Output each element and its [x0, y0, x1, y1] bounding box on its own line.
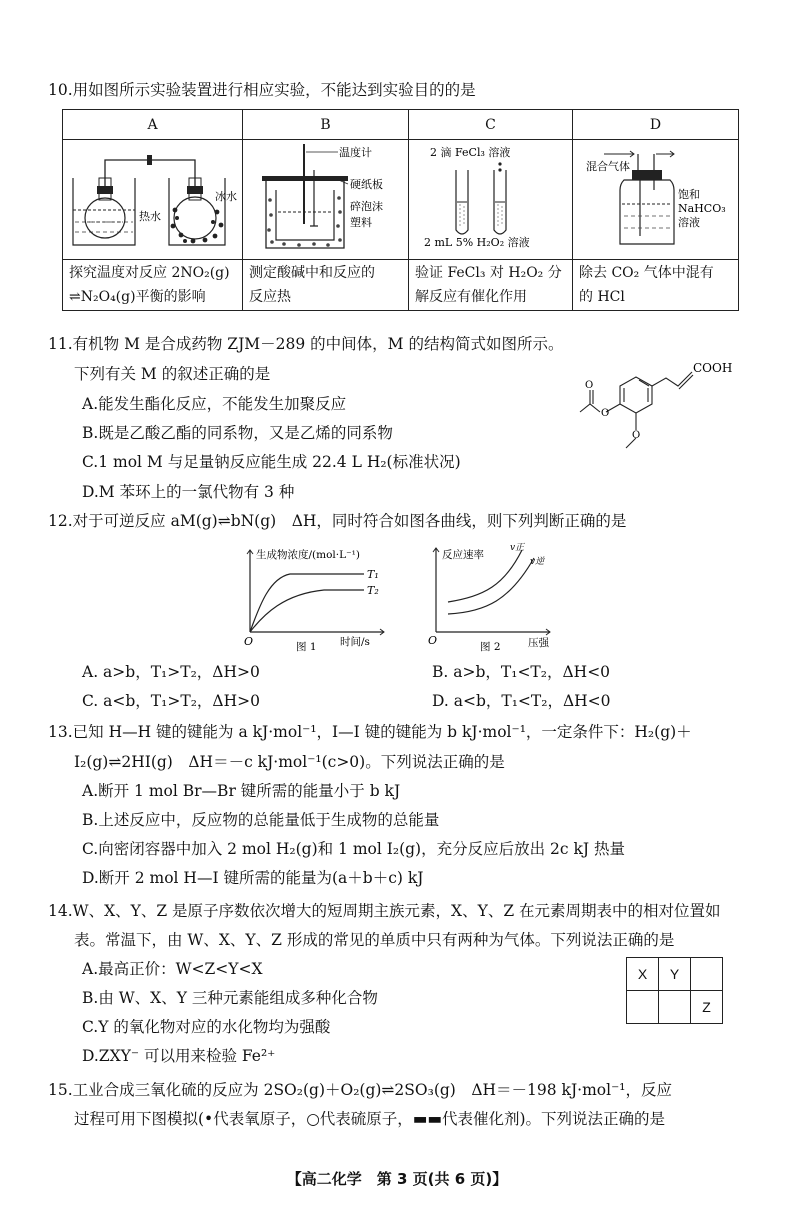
svg-text:O: O — [632, 430, 641, 441]
q12-stem: 12.对于可逆反应 aM(g)⇌bN(g) ΔH，同时符合如图各曲线，则下列判断正确的是 — [48, 512, 627, 530]
q12-fig2-caption: 图 2 — [480, 641, 501, 653]
q10-table — [62, 109, 739, 311]
q12-fig1-t2: T₂ — [367, 584, 379, 597]
q10-label-nahco3-3: 溶液 — [677, 216, 700, 229]
q10-header-b: B — [243, 110, 409, 140]
q12-fig2-origin: O — [428, 634, 438, 647]
q10-label-nahco3: 饱和 — [677, 188, 700, 201]
q12-option-d: D. a<b，T₁<T₂，ΔH<0 — [432, 692, 611, 710]
q12-fig2-vrev: v逆 — [530, 557, 545, 567]
q10-apparatus-b — [243, 140, 409, 260]
q15-stem-2: 过程可用下图模拟(•代表氧原子，○代表硫原子，▬▬代表催化剂)。下列说法正确的是 — [74, 1110, 666, 1128]
q12-fig1-origin: O — [244, 635, 254, 648]
calorimeter-icon — [244, 140, 408, 255]
test-tubes-icon — [410, 140, 572, 255]
q10-label-cardboard: 硬纸板 — [349, 178, 383, 191]
page-footer: 【高二化学 第 3 页(共 6 页)】 — [286, 1170, 508, 1188]
q10-label-nahco3-2: NaHCO₃ — [677, 202, 726, 215]
q13-option-c: C.向密闭容器中加入 2 mol H₂(g)和 1 mol I₂(g)，充分反应后放出 2c kJ 热量 — [82, 840, 626, 858]
svg-text:O: O — [585, 380, 594, 391]
q13-option-a: A.断开 1 mol Br—Br 键所需的能量小于 b kJ — [82, 782, 401, 800]
q13-stem-1: 13.已知 H—H 键的键能为 a kJ·mol⁻¹，I—I 键的键能为 b kJ·mol⁻¹，一定条件下：H₂(g)＋ — [48, 723, 692, 741]
q10-apparatus-d — [573, 140, 739, 260]
q10-label-ice-water: 冰水 — [214, 190, 237, 203]
q14-grid-cell: Z — [691, 991, 723, 1024]
q11-option-b: B.既是乙酸乙酯的同系物，又是乙烯的同系物 — [82, 424, 393, 442]
q12-fig1-t1: T₁ — [367, 568, 379, 581]
q10-label-fecl3: 2 滴 FeCl₃ 溶液 — [429, 146, 510, 159]
q10-label-foam-2: 塑料 — [349, 216, 372, 229]
q11-option-d: D.M 苯环上的一氯代物有 3 种 — [82, 483, 295, 501]
q12-option-b: B. a>b，T₁<T₂，ΔH<0 — [432, 663, 611, 681]
q10-header-d: D — [573, 110, 739, 140]
q10-apparatus-c — [409, 140, 573, 260]
q15-stem-1: 15.工业合成三氧化硫的反应为 2SO₂(g)＋O₂(g)⇌2SO₃(g) ΔH＝－198 kJ·mol⁻¹，反应 — [48, 1081, 672, 1099]
q12-figure-1 — [234, 544, 404, 656]
q11-stem-2: 下列有关 M 的叙述正确的是 — [74, 365, 271, 383]
q14-stem-2: 表。常温下，由 W、X、Y、Z 形成的常见的单质中只有两种为气体。下列说法正确的是 — [74, 931, 675, 949]
q14-option-a: A.最高正价：W<Z<Y<X — [82, 960, 263, 978]
q10-label-foam: 碎泡沫 — [349, 200, 383, 213]
q10-header-c: C — [409, 110, 573, 140]
svg-text:O: O — [601, 408, 610, 419]
q11-cooh-label: COOH — [693, 361, 733, 375]
q10-caption-c: 验证 FeCl₃ 对 H₂O₂ 分 解反应有催化作用 — [409, 260, 573, 311]
q12-fig2-vfwd: v正 — [510, 543, 525, 553]
q10-label-hot-water: 热水 — [138, 210, 161, 223]
q13-option-d: D.断开 2 mol H—I 键所需的能量为(a＋b＋c) kJ — [82, 869, 424, 887]
q14-grid-cell — [691, 958, 723, 991]
q11-option-a: A.能发生酯化反应，不能发生加聚反应 — [82, 395, 347, 413]
q10-caption-b: 测定酸碱中和反应的 反应热 — [243, 260, 409, 311]
q12-figure-2 — [424, 540, 574, 656]
q14-grid-cell — [659, 991, 691, 1024]
gas-washing-bottle-icon — [574, 140, 738, 255]
q12-fig2-ylabel: 反应速率 — [442, 549, 484, 561]
q11-stem-1: 11.有机物 M 是合成药物 ZJM－289 的中间体，M 的结构简式如图所示。 — [48, 335, 564, 353]
q14-grid-cell: X — [627, 958, 659, 991]
q14-option-c: C.Y 的氧化物对应的水化物均为强酸 — [82, 1018, 331, 1036]
q12-option-a: A. a>b，T₁>T₂，ΔH>0 — [82, 663, 260, 681]
q10-caption-a: 探究温度对反应 2NO₂(g) ⇌N₂O₄(g)平衡的影响 — [63, 260, 243, 311]
q10-stem: 10.用如图所示实验装置进行相应实验，不能达到实验目的的是 — [48, 81, 476, 99]
q14-grid-cell: Y — [659, 958, 691, 991]
q12-fig1-ylabel: 生成物浓度/(mol·L⁻¹) — [256, 549, 360, 561]
q12-fig1-xlabel: 时间/s — [340, 636, 370, 648]
q14-option-d: D.ZXY⁻ 可以用来检验 Fe²⁺ — [82, 1047, 276, 1065]
q14-option-b: B.由 W、X、Y 三种元素能组成多种化合物 — [82, 989, 378, 1007]
q10-caption-d: 除去 CO₂ 气体中混有 的 HCl — [573, 260, 739, 311]
q10-apparatus-a — [63, 140, 243, 260]
q12-option-c: C. a<b，T₁>T₂，ΔH>0 — [82, 692, 260, 710]
q10-label-mixed-gas: 混合气体 — [585, 160, 630, 173]
two-flask-apparatus-icon — [65, 140, 241, 255]
q10-label-thermometer: 温度计 — [338, 146, 372, 159]
q12-fig1-caption: 图 1 — [296, 641, 317, 653]
q14-grid-cell — [627, 991, 659, 1024]
q13-stem-2: I₂(g)⇌2HI(g) ΔH＝－c kJ·mol⁻¹(c>0)。下列说法正确的是 — [74, 753, 505, 771]
q13-option-b: B.上述反应中，反应物的总能量低于生成物的总能量 — [82, 811, 440, 829]
q12-fig2-xlabel: 压强 — [528, 637, 549, 649]
q10-label-h2o2: 2 mL 5% H₂O₂ 溶液 — [423, 236, 530, 249]
q14-stem-1: 14.W、X、Y、Z 是原子序数依次增大的短周期主族元素，X、Y、Z 在元素周期表中的相对位置如 — [48, 902, 721, 920]
q11-structure-formula — [566, 358, 733, 470]
q11-option-c: C.1 mol M 与足量钠反应能生成 22.4 L H₂(标准状况) — [82, 453, 461, 471]
q10-header-a: A — [63, 110, 243, 140]
q14-periodic-grid — [626, 957, 723, 1024]
